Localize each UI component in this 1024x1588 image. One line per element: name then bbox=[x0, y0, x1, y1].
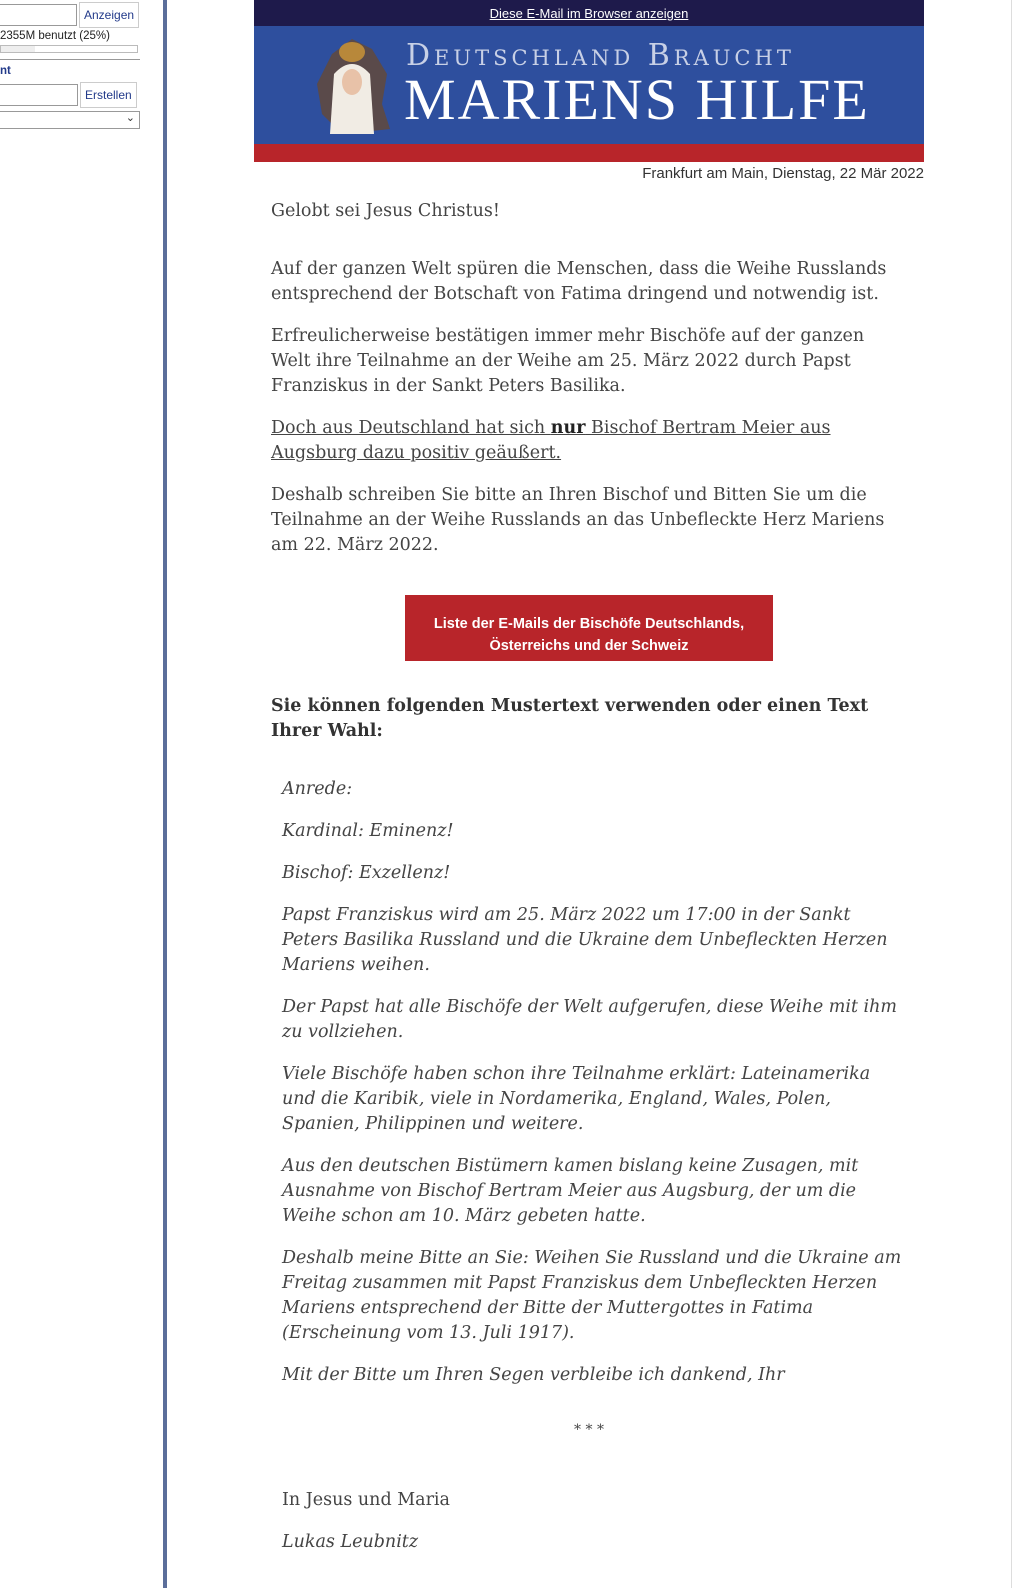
signature: Lukas Leubnitz bbox=[282, 1532, 419, 1552]
header-banner bbox=[254, 26, 924, 144]
banner-title-line2: MARIENS HILFE bbox=[404, 67, 870, 132]
template-line: Deshalb meine Bitte an Sie: Weihen Sie Russland und die Ukraine am Freitag zusammen mit Papst Franziskus dem Unbefleckten Herzen Mariens entsprechend der Bitte der Muttergottes in Fatima (Erscheinung vom 13. Juli 1917). bbox=[282, 1248, 902, 1343]
template-line: Anrede: bbox=[282, 779, 353, 799]
email-view bbox=[167, 0, 1024, 1588]
template-line: Papst Franziskus wird am 25. März 2022 um 17:00 in der Sankt Peters Basilika Russland und die Ukraine dem Unbefleckten Herzen Mariens weihen. bbox=[282, 905, 888, 975]
text: Bischof Bertram Meier aus Augsburg dazu positiv geäußert. bbox=[271, 418, 831, 463]
text: Doch aus Deutschland hat sich bbox=[271, 418, 551, 438]
template-intro: Sie können folgenden Mustertext verwenden oder einen Text Ihrer Wahl: bbox=[271, 696, 869, 741]
cta-line: Österreichs und der Schweiz bbox=[489, 637, 689, 654]
paragraph: Erfreulicherweise bestätigen immer mehr Bischöfe auf der ganzen Welt ihre Teilnahme an der Weihe am 25. März 2022 durch Papst Franziskus in der Sankt Peters Basilika. bbox=[271, 326, 865, 396]
paragraph: Deshalb schreiben Sie bitte an Ihren Bischof und Bitten Sie um die Teilnahme an der Weihe Russlands an das Unbefleckte Herz Mariens am 22. März 2022. bbox=[271, 485, 885, 555]
top-bar bbox=[254, 0, 924, 26]
banner-red-stripe bbox=[254, 144, 924, 162]
view-in-browser-link[interactable]: Diese E-Mail im Browser anzeigen bbox=[489, 6, 689, 21]
show-button[interactable]: Anzeigen bbox=[79, 2, 139, 28]
section-label: nt bbox=[0, 65, 11, 77]
chevron-down-icon: ⌄ bbox=[125, 112, 135, 124]
mary-statue-logo-icon bbox=[312, 34, 392, 138]
create-input[interactable] bbox=[0, 84, 78, 106]
template-line: Bischof: Exzellenz! bbox=[282, 863, 451, 883]
template-line: Der Papst hat alle Bischöfe der Welt aufgerufen, diese Weihe mit ihm zu vollziehen. bbox=[282, 997, 898, 1042]
separator: * * * bbox=[574, 1422, 604, 1438]
template-line: Viele Bischöfe haben schon ihre Teilnahme erklärt: Lateinamerika und die Karibik, viele in Nordamerika, England, Wales, Polen, Spanien, Philippinen und weitere. bbox=[282, 1064, 871, 1134]
storage-usage-bar bbox=[0, 45, 138, 53]
storage-usage-text: 2355M benutzt (25%) bbox=[0, 30, 110, 42]
cta-line: Liste der E-Mails der Bischöfe Deutschlands, bbox=[433, 615, 745, 632]
template-line: Kardinal: Eminenz! bbox=[282, 821, 454, 841]
email-body bbox=[254, 0, 924, 1572]
paragraph: Auf der ganzen Welt spüren die Menschen, dass die Weihe Russlands entsprechend der Botschaft von Fatima dringend und notwendig ist. bbox=[271, 259, 887, 304]
greeting: Gelobt sei Jesus Christus! bbox=[271, 201, 500, 221]
template-line: Mit der Bitte um Ihren Segen verbleibe ich dankend, Ihr bbox=[282, 1365, 785, 1385]
bishops-email-list-button[interactable] bbox=[405, 595, 773, 661]
paragraph bbox=[271, 416, 907, 466]
template-line: Aus den deutschen Bistümern kamen bislang keine Zusagen, mit Ausnahme von Bischof Bertram Meier aus Augsburg, der um die Weihe schon am 10. März gebeten hatte. bbox=[282, 1156, 859, 1226]
dateline: Frankfurt am Main, Dienstag, 22 Mär 2022 bbox=[642, 165, 924, 182]
folder-select[interactable] bbox=[0, 111, 140, 129]
sidebar bbox=[0, 0, 162, 1588]
divider bbox=[0, 59, 140, 60]
scroll-edge bbox=[1011, 0, 1012, 1588]
template-text bbox=[271, 777, 907, 1388]
banner-title-line1: Deutschland Braucht bbox=[406, 38, 795, 73]
closing: In Jesus und Maria bbox=[282, 1490, 450, 1510]
emphasis: nur bbox=[550, 418, 586, 438]
search-input[interactable] bbox=[0, 4, 77, 26]
create-button[interactable]: Erstellen bbox=[80, 82, 137, 108]
